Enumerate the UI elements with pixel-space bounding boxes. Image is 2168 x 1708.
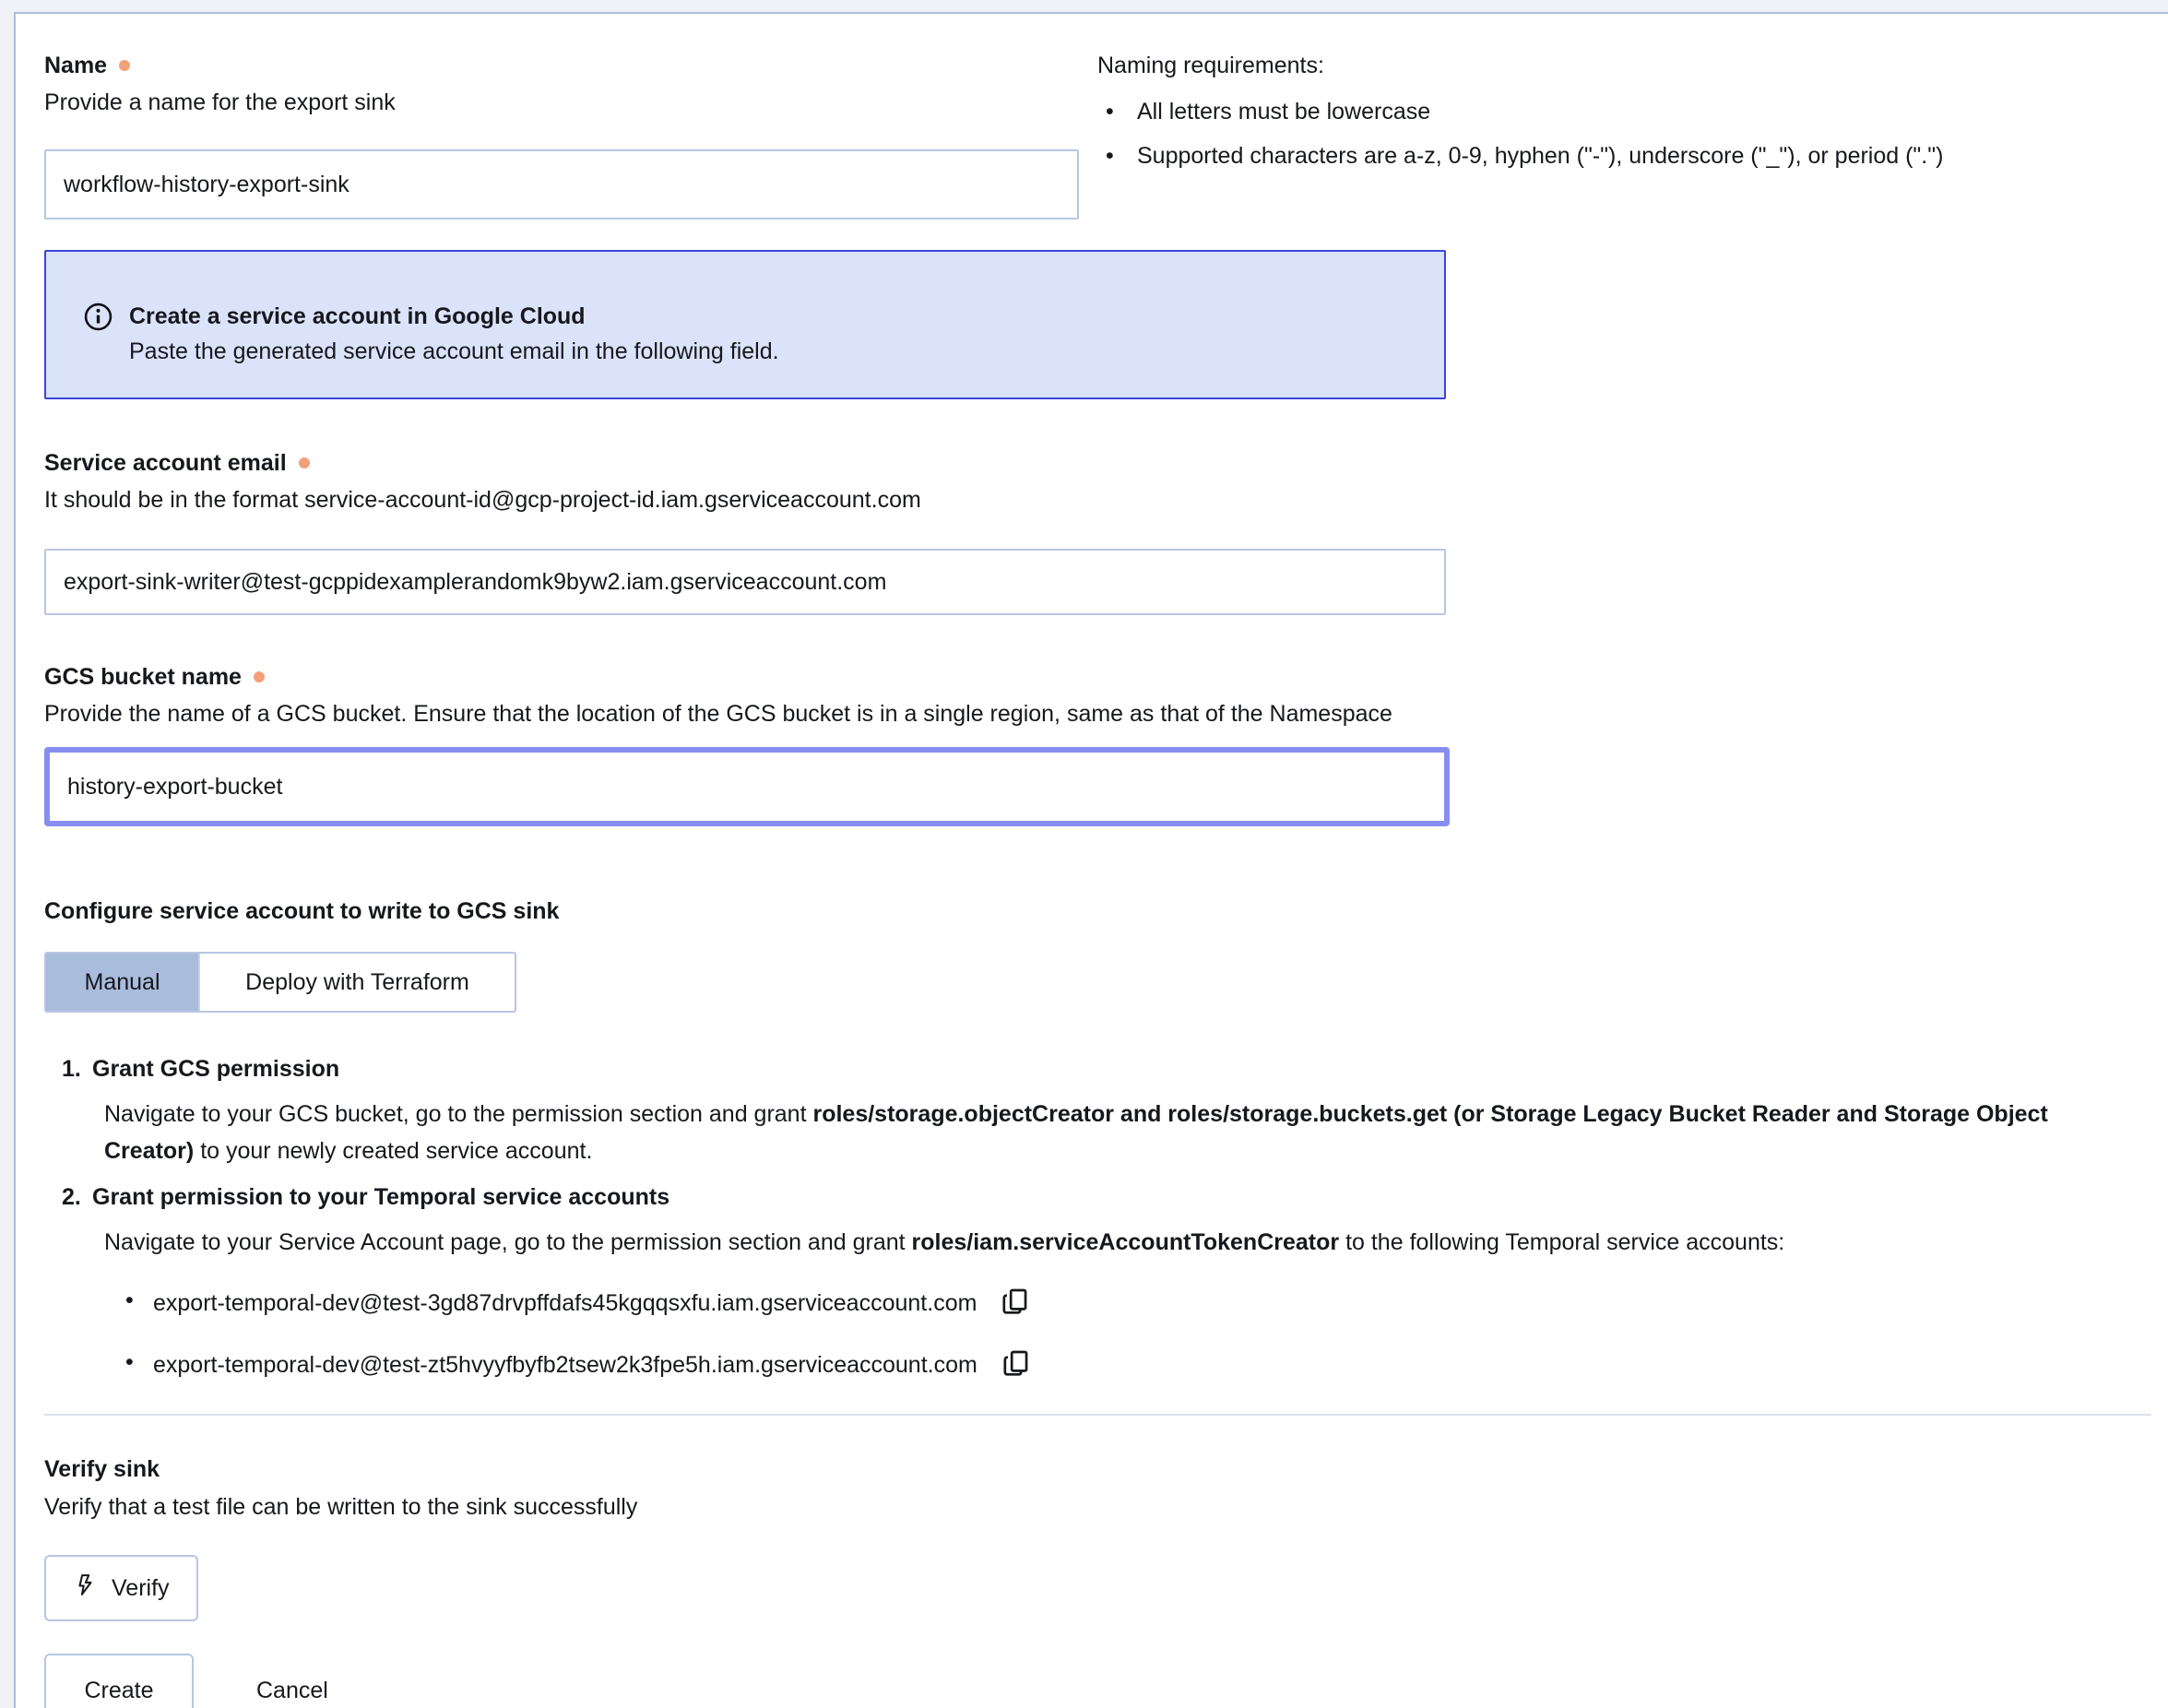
naming-requirement-item [1097,97,2168,126]
temporal-service-accounts-list [44,1282,2168,1386]
step-body-text: Navigate to your Service Account page, go to the permission section and grant [104,1229,912,1255]
step-body-text: to the following Temporal service accounts: [1339,1229,1785,1255]
copy-email-button[interactable] [1001,1348,1032,1382]
service-account-info-box [44,250,1446,399]
step-body [104,1096,2096,1169]
lightning-bolt-icon [73,1572,98,1604]
tab-deploy-with-terraform-label: Deploy with Terraform [245,968,469,995]
verify-sink-section [44,1454,2168,1621]
temporal-service-account-row [125,1282,2168,1324]
required-dot [254,671,265,682]
name-input[interactable] [44,149,1079,219]
name-description: Provide a name for the export sink [44,89,396,115]
verify-sink-label: Verify sink [44,1456,160,1482]
temporal-service-account-email: • export-temporal-dev@test-3gd87drvpffdafs45kgqqsxfu.iam.gserviceaccount.com [153,1290,977,1316]
configure-tab-group [44,952,516,1013]
required-dot [119,60,130,71]
copy-icon [1000,1287,1031,1321]
service-account-label: Service account email [44,450,287,476]
tab-manual[interactable] [46,954,198,1011]
step-number: 2. [62,1184,81,1210]
step-body-text: Navigate to your GCS bucket, go to the permission section and grant [104,1101,813,1127]
name-section [44,51,2168,219]
temporal-service-account-email: • export-temporal-dev@test-zt5hvyyfbyfb2tsew2k3fpe5h.iam.gserviceaccount.com [153,1352,977,1378]
create-button[interactable]: Create [44,1654,194,1708]
naming-requirements [1097,51,2168,171]
naming-requirement-text: All letters must be lowercase [1137,99,1431,125]
verify-button-label: Verify [112,1574,170,1601]
naming-requirements-title: Naming requirements: [1097,53,1324,78]
gcs-bucket-description: Provide the name of a GCS bucket. Ensure that the location of the GCS bucket is in a single region, same as that of the Namespace [44,701,1392,727]
naming-requirements-list [1097,97,2168,171]
step-title: Grant permission to your Temporal service accounts [92,1184,670,1210]
copy-icon [1001,1348,1032,1382]
step-body [104,1224,2096,1261]
step-grant-temporal-permission [44,1182,2168,1386]
step-body-bold-text: roles/iam.serviceAccountTokenCreator [911,1229,1340,1255]
naming-requirement-item [1097,141,2168,171]
section-divider [44,1414,2151,1416]
cancel-button[interactable]: Cancel [229,1654,356,1708]
step-grant-gcs-permission [44,1054,2168,1169]
service-account-description: It should be in the format service-account-id@gcp-project-id.iam.gserviceaccount.com [44,487,921,513]
info-box-text [129,302,779,366]
copy-email-button[interactable] [1000,1287,1031,1321]
form-actions [44,1654,2168,1708]
step-body-text: to your newly created service account. [194,1138,593,1164]
tab-deploy-with-terraform[interactable] [198,954,515,1011]
service-account-field-group [44,448,2168,615]
info-circle-icon [84,302,113,336]
required-dot [299,457,310,469]
verify-sink-description: Verify that a test file can be written to the sink successfully [44,1494,638,1520]
verify-button[interactable] [44,1555,198,1621]
naming-requirement-text: Supported characters are a-z, 0-9, hyphen ("-"), underscore ("_"), or period (".") [1137,143,1944,169]
gcs-bucket-label-row [44,662,2168,692]
name-label: Name [44,53,108,78]
step-number: 1. [62,1056,81,1082]
gcs-bucket-name-input[interactable] [44,747,1450,826]
gcs-bucket-field-group [44,662,2168,826]
step-body-bold-text: roles/storage.objectCreator and roles/storage.buckets.get (or Storage Legacy Bucket Reader and Storage Object Creator) [104,1101,2048,1164]
service-account-email-input[interactable] [44,549,1446,615]
info-box-title: Create a service account in Google Cloud [129,303,586,329]
temporal-service-account-row [125,1344,2168,1386]
manual-steps-list [44,1054,2168,1386]
export-sink-form-panel [14,12,2168,1708]
gcs-bucket-label: GCS bucket name [44,664,242,690]
tab-manual-label: Manual [84,968,160,995]
step-title-row [44,1054,2168,1084]
step-title-row [44,1182,2168,1212]
info-box-body: Paste the generated service account email in the following field. [129,338,779,364]
service-account-label-row [44,448,2168,478]
configure-section-heading: Configure service account to write to GCS sink [44,898,560,924]
step-title: Grant GCS permission [92,1056,340,1082]
